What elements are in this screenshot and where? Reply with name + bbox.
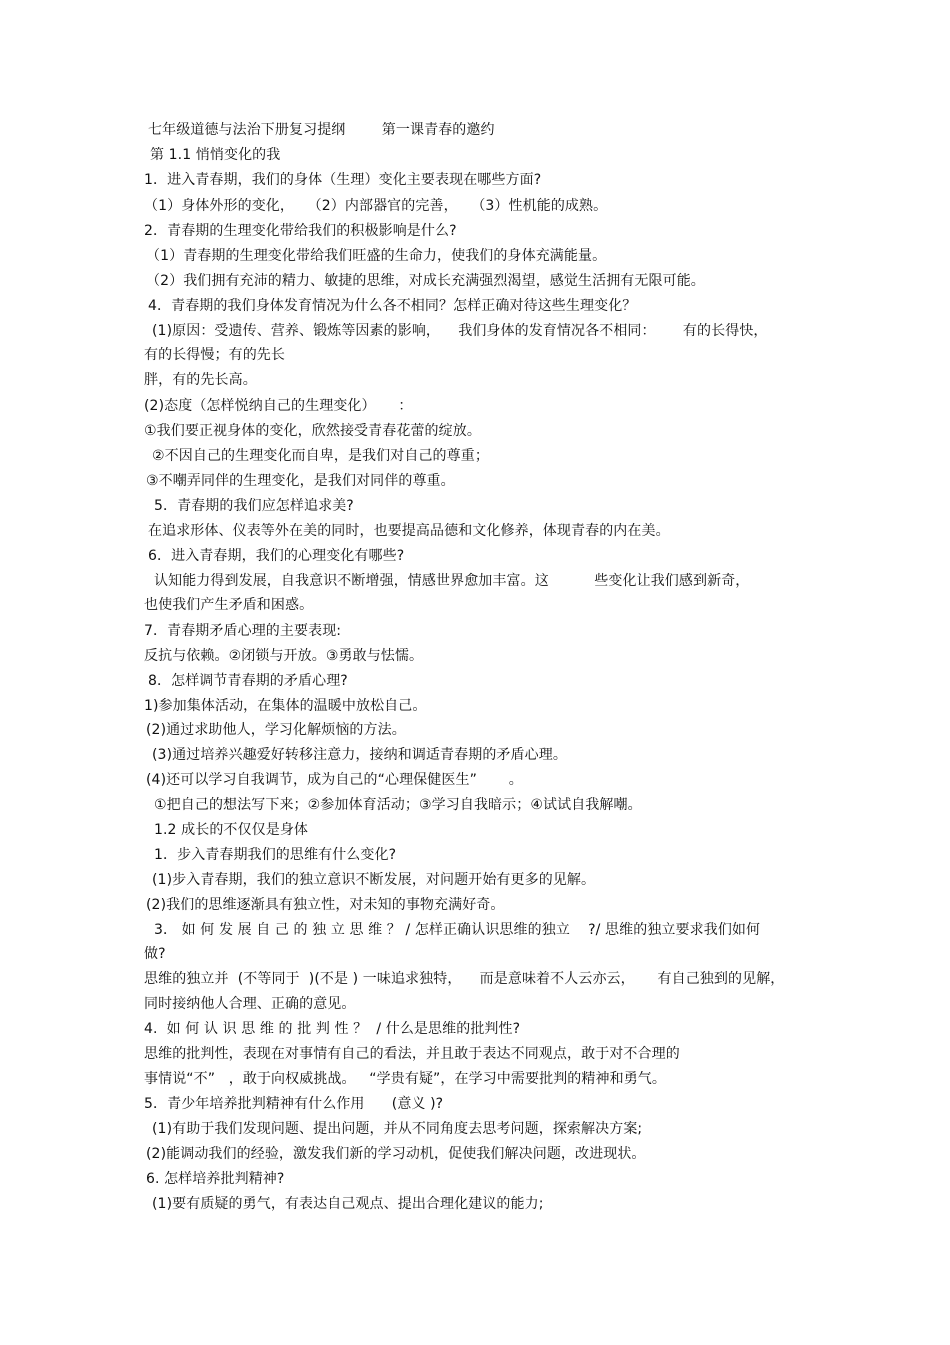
answer-line: 有的长得慢；有的先长 [144,347,285,363]
answer-line: (3)通过培养兴趣爱好转移注意力，接纳和调适青春期的矛盾心理。 [152,747,567,763]
answer-line: 事情说“不” ，敢于向权威挑战。 “学贵有疑”，在学习中需要批判的精神和勇气。 [144,1071,667,1087]
answer-line: (2)能调动我们的经验，激发我们新的学习动机，促使我们解决问题，改进现状。 [146,1146,646,1162]
question: 5．青少年培养批判精神有什么作用 (意义 )? [144,1096,444,1112]
question: 5．青春期的我们应怎样追求美? [154,498,354,514]
question: 3． 如 何 发 展 自 己 的 独 立 思 维 ？ / 怎样正确认识思维的独立 ?/ 思维的独立要求我们如何 [154,922,761,938]
section-heading: 第 1.1 悄悄变化的我 [150,147,281,163]
answer-line: 思维的批判性，表现在对事情有自己的看法，并且敢于表达不同观点，敢于对不合理的 [144,1046,680,1062]
answer-line: （1）青春期的生理变化带给我们旺盛的生命力，使我们的身体充满能量。 [146,248,607,264]
question: 6．进入青春期，我们的心理变化有哪些? [148,548,405,564]
answer-line: 在追求形体、仪表等外在美的同时，也要提高品德和文化修养，体现青春的内在美。 [148,523,670,539]
answer-line: 1)参加集体活动，在集体的温暖中放松自己。 [144,698,427,714]
question: 1．步入青春期我们的思维有什么变化? [154,847,397,863]
answer-line: （2）我们拥有充沛的精力、敏捷的思维，对成长充满强烈渴望，感觉生活拥有无限可能。 [146,273,705,289]
answer-line: ②不因自己的生理变化而自卑，是我们对自己的尊重； [152,448,489,464]
answer-line: ③不嘲弄同伴的生理变化，是我们对同伴的尊重。 [146,473,455,489]
question: 2．青春期的生理变化带给我们的积极影响是什么? [144,223,457,239]
answer-line: 思维的独立并 (不等同于 )(不是 ) 一味追求独特， 而是意味着不人云亦云， 有自己独到的见解， [144,971,785,987]
answer-line: (2)通过求助他人，学习化解烦恼的方法。 [146,722,406,738]
question: 7．青春期矛盾心理的主要表现: [144,623,342,639]
question: 1．进入青春期，我们的身体（生理）变化主要表现在哪些方面? [144,172,542,188]
answer-line: (4)还可以学习自我调节，成为自己的“心理保健医生” 。 [146,772,523,788]
answer-line: (2)我们的思维逐渐具有独立性，对未知的事物充满好奇。 [146,897,505,913]
answer-line: （1）身体外形的变化， （2）内部器官的完善， （3）性机能的成熟。 [144,198,608,214]
question: 做? [144,946,166,962]
question: 4. 如 何 认 识 思 维 的 批 判 性 ？ / 什么是思维的批判性? [144,1021,521,1037]
answer-line: 胖，有的先长高。 [144,372,257,388]
answer-line: (1)原因：受遗传、营养、锻炼等因素的影响， 我们身体的发育情况各不相同： 有的长得快， [152,323,768,339]
section-heading: 1.2 成长的不仅仅是身体 [154,822,309,838]
answer-line: (2)态度（怎样悦纳自己的生理变化） ： [144,398,413,414]
question: 8．怎样调节青春期的矛盾心理? [148,673,348,689]
answer-line: 反抗与依赖。②闭锁与开放。③勇敢与怯懦。 [144,648,424,664]
question: 6. 怎样培养批判精神? [146,1171,285,1187]
answer-line: ①我们要正视身体的变化，欣然接受青春花蕾的绽放。 [144,423,481,439]
question: 4．青春期的我们身体发育情况为什么各不相同？怎样正确对待这些生理变化？ [148,298,637,314]
doc-title: 七年级道德与法治下册复习提纲 第一课青春的邀约 [148,122,495,138]
answer-line: 认知能力得到发展，自我意识不断增强，情感世界愈加丰富。这 些变化让我们感到新奇， [154,573,750,589]
answer-line: 也使我们产生矛盾和困惑。 [144,597,314,613]
answer-line: 同时接纳他人合理、正确的意见。 [144,996,356,1012]
answer-line: (1)有助于我们发现问题、提出问题，并从不同角度去思考问题，探索解决方案; [152,1121,643,1137]
answer-line: (1)要有质疑的勇气，有表达自己观点、提出合理化建议的能力; [152,1196,544,1212]
answer-line: (1)步入青春期，我们的独立意识不断发展，对问题开始有更多的见解。 [152,872,596,888]
answer-line: ①把自己的想法写下来；②参加体育活动；③学习自我暗示；④试试自我解嘲。 [154,797,642,813]
